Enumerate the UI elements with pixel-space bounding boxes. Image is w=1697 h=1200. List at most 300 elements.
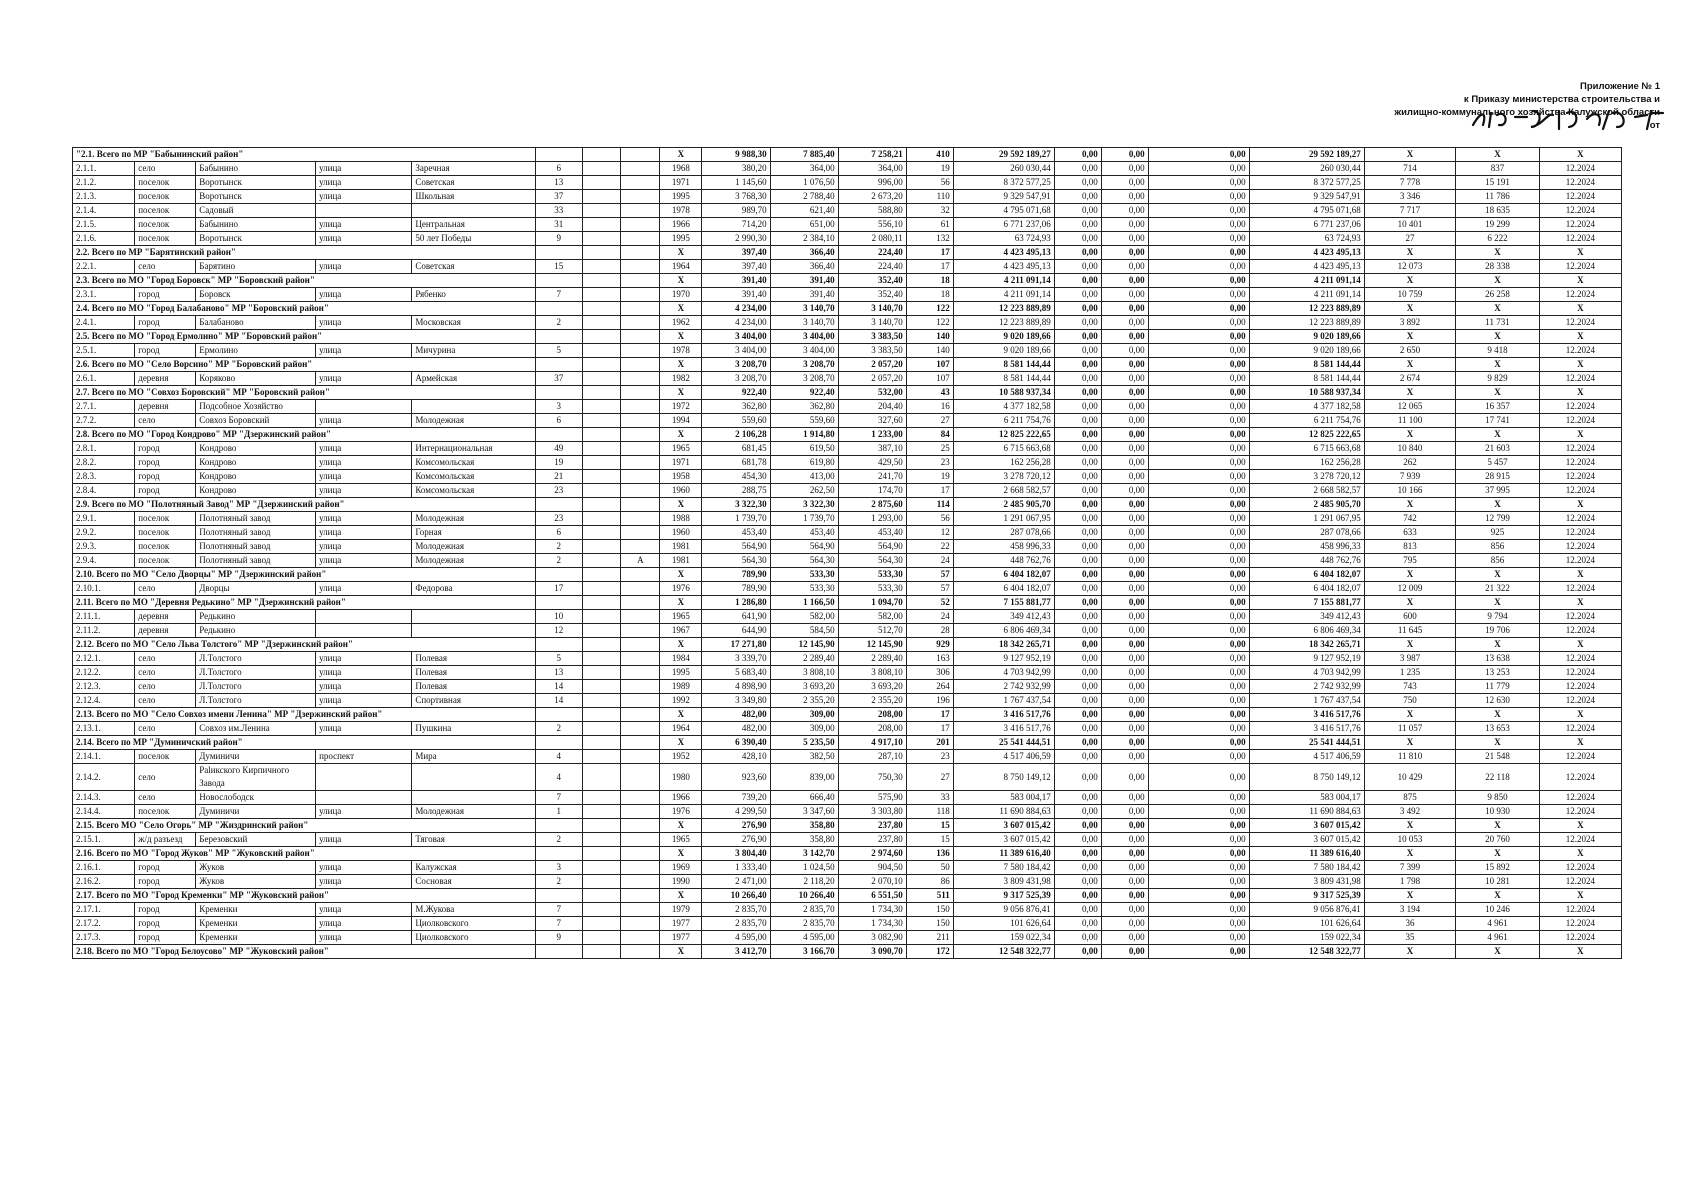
cell-year: 1980 (660, 764, 702, 791)
cell-letter (621, 764, 660, 791)
cell-settlement-type: город (135, 344, 196, 358)
cell-house-number: 12 (535, 624, 582, 638)
cell-fund-c: 0,00 (1148, 624, 1249, 638)
table-row (73, 764, 1622, 791)
table-row (73, 484, 1622, 498)
cell-residential-area: 3 808,10 (838, 666, 906, 680)
cell-street-type: улица (316, 442, 412, 456)
cell-item-number: 2.9.1. (73, 512, 135, 526)
cell-residential-area: 2 355,20 (838, 694, 906, 708)
cell-building (582, 666, 621, 680)
cell-street-name: Полевая (412, 666, 535, 680)
cell-residential-area: 2 974,60 (838, 847, 906, 861)
cell-street-type: улица (316, 903, 412, 917)
cell-year: 1984 (660, 652, 702, 666)
cell-street-type: улица (316, 582, 412, 596)
cell-total-cost: 10 588 937,34 (953, 386, 1054, 400)
cell-item-number: 2.7.1. (73, 400, 135, 414)
cell-fund-c: 0,00 (1148, 456, 1249, 470)
cell-empty (621, 302, 660, 316)
cell-cost-per-m2: 743 (1364, 680, 1456, 694)
cell-owner-funds: 6 771 237,06 (1249, 218, 1364, 232)
cell-fund-c: 0,00 (1148, 694, 1249, 708)
cell-street-type (316, 610, 412, 624)
cell-total-cost: 9 329 547,91 (953, 190, 1054, 204)
cell-cost-per-m2: X (1364, 428, 1456, 442)
cell-deadline: 12.2024 (1539, 610, 1621, 624)
cell-living-area: 3 404,00 (770, 330, 838, 344)
cell-deadline: X (1539, 274, 1621, 288)
cell-total-cost: 9 056 876,41 (953, 903, 1054, 917)
cell-street-type: улица (316, 218, 412, 232)
table-row (73, 344, 1622, 358)
cell-street-type: улица (316, 456, 412, 470)
cell-living-area: 666,40 (770, 791, 838, 805)
cell-settlement-name: Кондрово (196, 484, 316, 498)
subtotal-row (73, 498, 1622, 512)
cell-settlement-name: Дворцы (196, 582, 316, 596)
cell-item-number: 2.12.4. (73, 694, 135, 708)
cell-letter (621, 694, 660, 708)
cell-total-area: 564,30 (702, 554, 770, 568)
cell-fund-b: 0,00 (1101, 568, 1148, 582)
cell-settlement-type: село (135, 791, 196, 805)
cell-living-area: 3 166,70 (770, 945, 838, 959)
cell-cost-per-m2: 714 (1364, 162, 1456, 176)
cell-living-area: 309,00 (770, 722, 838, 736)
cell-item-number: 2.14.3. (73, 791, 135, 805)
cell-year: 1965 (660, 610, 702, 624)
cell-letter (621, 875, 660, 889)
cell-cost-per-m2: 875 (1364, 791, 1456, 805)
cell-house-number: 5 (535, 344, 582, 358)
cell-street-name (412, 764, 535, 791)
cell-street-name: Школьная (412, 190, 535, 204)
cell-residents: 107 (906, 358, 953, 372)
cell-residential-area: 532,00 (838, 386, 906, 400)
cell-residential-area: 429,50 (838, 456, 906, 470)
cell-residential-area: 2 057,20 (838, 372, 906, 386)
cell-year: X (660, 302, 702, 316)
cell-settlement-type: поселок (135, 204, 196, 218)
cell-deadline: X (1539, 148, 1621, 162)
cell-cost-per-m2: 1 798 (1364, 875, 1456, 889)
cell-item-number: 2.3.1. (73, 288, 135, 302)
cell-letter (621, 526, 660, 540)
cell-fund-b: 0,00 (1101, 540, 1148, 554)
table-row (73, 554, 1622, 568)
subtotal-row (73, 819, 1622, 833)
cell-fund-b: 0,00 (1101, 554, 1148, 568)
cell-total-cost: 11 690 884,63 (953, 805, 1054, 819)
cell-item-number: 2.15.1. (73, 833, 135, 847)
cell-fund-a: 0,00 (1054, 638, 1101, 652)
cell-fund-b: 0,00 (1101, 610, 1148, 624)
cell-total-area: 1 333,40 (702, 861, 770, 875)
cell-owner-funds: 4 423 495,13 (1249, 260, 1364, 274)
subtotal-row (73, 246, 1622, 260)
cell-fund-b: 0,00 (1101, 232, 1148, 246)
cell-fund-a: 0,00 (1054, 931, 1101, 945)
cell-residential-area: 3 383,50 (838, 344, 906, 358)
cell-max-cost-per-m2: 6 222 (1456, 232, 1539, 246)
cell-cost-per-m2: 742 (1364, 512, 1456, 526)
cell-settlement-type: село (135, 680, 196, 694)
cell-max-cost-per-m2: 19 299 (1456, 218, 1539, 232)
cell-fund-a: 0,00 (1054, 274, 1101, 288)
cell-house-number: 17 (535, 582, 582, 596)
cell-building (582, 694, 621, 708)
cell-residential-area: 1 293,00 (838, 512, 906, 526)
cell-street-type: улица (316, 162, 412, 176)
cell-year: 1978 (660, 344, 702, 358)
cell-residents: 140 (906, 344, 953, 358)
cell-item-number: 2.17.2. (73, 917, 135, 931)
cell-empty (535, 568, 582, 582)
cell-max-cost-per-m2: 12 799 (1456, 512, 1539, 526)
cell-year: 1994 (660, 414, 702, 428)
cell-owner-funds: 9 056 876,41 (1249, 903, 1364, 917)
cell-total-area: 4 299,50 (702, 805, 770, 819)
cell-cost-per-m2: 27 (1364, 232, 1456, 246)
cell-total-cost: 6 771 237,06 (953, 218, 1054, 232)
cell-item-number: 2.11.1. (73, 610, 135, 624)
cell-residential-area: 3 303,80 (838, 805, 906, 819)
cell-deadline: X (1539, 246, 1621, 260)
cell-street-name: Полевая (412, 652, 535, 666)
cell-owner-funds: 8 372 577,25 (1249, 176, 1364, 190)
cell-living-area: 413,00 (770, 470, 838, 484)
table-row (73, 931, 1622, 945)
cell-house-number: 14 (535, 680, 582, 694)
cell-item-number: 2.5.1. (73, 344, 135, 358)
cell-building (582, 861, 621, 875)
cell-fund-b: 0,00 (1101, 316, 1148, 330)
cell-cost-per-m2: 35 (1364, 931, 1456, 945)
cell-total-area: 3 208,70 (702, 358, 770, 372)
cell-total-cost: 9 020 189,66 (953, 330, 1054, 344)
cell-street-type (316, 400, 412, 414)
cell-settlement-name: Воротынск (196, 232, 316, 246)
cell-house-number: 9 (535, 232, 582, 246)
cell-deadline: 12.2024 (1539, 344, 1621, 358)
cell-owner-funds: 9 127 952,19 (1249, 652, 1364, 666)
cell-building (582, 540, 621, 554)
table-row (73, 176, 1622, 190)
cell-street-type: улица (316, 666, 412, 680)
cell-total-area: 454,30 (702, 470, 770, 484)
cell-empty (582, 246, 621, 260)
cell-item-number: 2.2.1. (73, 260, 135, 274)
cell-street-name: Советская (412, 260, 535, 274)
cell-year: 1968 (660, 162, 702, 176)
table-row (73, 190, 1622, 204)
cell-house-number: 6 (535, 414, 582, 428)
cell-year: 1960 (660, 484, 702, 498)
table-row (73, 400, 1622, 414)
cell-living-area: 582,00 (770, 610, 838, 624)
cell-settlement-type: село (135, 652, 196, 666)
cell-fund-b: 0,00 (1101, 358, 1148, 372)
cell-letter (621, 861, 660, 875)
cell-living-area: 3 208,70 (770, 372, 838, 386)
cell-empty (582, 596, 621, 610)
cell-letter (621, 232, 660, 246)
cell-building (582, 875, 621, 889)
cell-fund-a: 0,00 (1054, 484, 1101, 498)
cell-deadline: 12.2024 (1539, 540, 1621, 554)
cell-living-area: 382,50 (770, 750, 838, 764)
cell-year: 1988 (660, 512, 702, 526)
cell-empty (535, 386, 582, 400)
cell-owner-funds: 448 762,76 (1249, 554, 1364, 568)
cell-empty (621, 386, 660, 400)
cell-empty (535, 274, 582, 288)
cell-living-area: 619,80 (770, 456, 838, 470)
cell-living-area: 584,50 (770, 624, 838, 638)
cell-fund-a: 0,00 (1054, 694, 1101, 708)
cell-year: 1979 (660, 903, 702, 917)
cell-residential-area: 3 090,70 (838, 945, 906, 959)
cell-max-cost-per-m2: 9 850 (1456, 791, 1539, 805)
cell-fund-b: 0,00 (1101, 386, 1148, 400)
cell-building (582, 232, 621, 246)
cell-total-cost: 2 742 932,99 (953, 680, 1054, 694)
cell-fund-c: 0,00 (1148, 232, 1249, 246)
cell-settlement-name: Palикского Кирпичного Завода (196, 764, 316, 791)
cell-cost-per-m2: 12 009 (1364, 582, 1456, 596)
table-row (73, 610, 1622, 624)
cell-fund-c: 0,00 (1148, 652, 1249, 666)
cell-house-number: 1 (535, 805, 582, 819)
cell-fund-c: 0,00 (1148, 218, 1249, 232)
cell-fund-b: 0,00 (1101, 945, 1148, 959)
cell-residents: 211 (906, 931, 953, 945)
cell-fund-c: 0,00 (1148, 582, 1249, 596)
cell-fund-c: 0,00 (1148, 428, 1249, 442)
cell-fund-a: 0,00 (1054, 344, 1101, 358)
cell-residential-area: 224,40 (838, 260, 906, 274)
table-row (73, 526, 1622, 540)
cell-settlement-name: Воротынск (196, 190, 316, 204)
cell-deadline: 12.2024 (1539, 722, 1621, 736)
cell-deadline: 12.2024 (1539, 414, 1621, 428)
cell-year: 1958 (660, 470, 702, 484)
cell-house-number: 2 (535, 833, 582, 847)
cell-residential-area: 12 145,90 (838, 638, 906, 652)
cell-owner-funds: 6 404 182,07 (1249, 568, 1364, 582)
cell-settlement-type: поселок (135, 512, 196, 526)
cell-empty (621, 638, 660, 652)
cell-year: 1982 (660, 372, 702, 386)
cell-total-area: 989,70 (702, 204, 770, 218)
cell-residents: 16 (906, 400, 953, 414)
cell-letter (621, 414, 660, 428)
cell-letter: А (621, 554, 660, 568)
subtotal-row (73, 638, 1622, 652)
cell-settlement-name: Л.Толстого (196, 694, 316, 708)
cell-fund-c: 0,00 (1148, 358, 1249, 372)
cell-year: 1962 (660, 316, 702, 330)
cell-max-cost-per-m2: 13 638 (1456, 652, 1539, 666)
cell-settlement-type: деревня (135, 400, 196, 414)
cell-cost-per-m2: 2 650 (1364, 344, 1456, 358)
cell-street-name (412, 610, 535, 624)
cell-street-type: проспект (316, 750, 412, 764)
cell-living-area: 1 024,50 (770, 861, 838, 875)
cell-fund-c: 0,00 (1148, 330, 1249, 344)
cell-fund-c: 0,00 (1148, 148, 1249, 162)
cell-fund-b: 0,00 (1101, 722, 1148, 736)
cell-house-number: 4 (535, 764, 582, 791)
cell-street-type: улица (316, 652, 412, 666)
cell-total-area: 4 898,90 (702, 680, 770, 694)
cell-letter (621, 260, 660, 274)
cell-street-name: Горная (412, 526, 535, 540)
cell-deadline: X (1539, 889, 1621, 903)
cell-deadline: 12.2024 (1539, 833, 1621, 847)
cell-cost-per-m2: 11 057 (1364, 722, 1456, 736)
cell-letter (621, 610, 660, 624)
cell-fund-c: 0,00 (1148, 833, 1249, 847)
cell-residents: 306 (906, 666, 953, 680)
cell-residential-area: 387,10 (838, 442, 906, 456)
cell-fund-b: 0,00 (1101, 708, 1148, 722)
cell-living-area: 3 693,20 (770, 680, 838, 694)
cell-total-area: 391,40 (702, 288, 770, 302)
cell-owner-funds: 3 607 015,42 (1249, 833, 1364, 847)
cell-living-area: 3 322,30 (770, 498, 838, 512)
cell-deadline: X (1539, 708, 1621, 722)
cell-max-cost-per-m2: 10 246 (1456, 903, 1539, 917)
cell-cost-per-m2: 10 166 (1364, 484, 1456, 498)
cell-residential-area: 582,00 (838, 610, 906, 624)
cell-street-type: улица (316, 288, 412, 302)
cell-letter (621, 903, 660, 917)
cell-living-area: 2 118,20 (770, 875, 838, 889)
cell-house-number: 23 (535, 512, 582, 526)
cell-owner-funds: 349 412,43 (1249, 610, 1364, 624)
cell-house-number: 14 (535, 694, 582, 708)
cell-building (582, 512, 621, 526)
cell-residents: 114 (906, 498, 953, 512)
cell-letter (621, 512, 660, 526)
subtotal-row (73, 330, 1622, 344)
cell-fund-b: 0,00 (1101, 484, 1148, 498)
cell-fund-c: 0,00 (1148, 470, 1249, 484)
cell-settlement-type: село (135, 722, 196, 736)
table-row (73, 903, 1622, 917)
cell-total-area: 1 145,60 (702, 176, 770, 190)
cell-settlement-name: Полотняный завод (196, 554, 316, 568)
cell-settlement-name: Балабаново (196, 316, 316, 330)
subtotal-row (73, 736, 1622, 750)
cell-residents: 18 (906, 288, 953, 302)
cell-cost-per-m2: 262 (1364, 456, 1456, 470)
cell-deadline: 12.2024 (1539, 316, 1621, 330)
cell-settlement-name: Совхоз Боровский (196, 414, 316, 428)
table-row (73, 470, 1622, 484)
cell-street-name: Заречная (412, 162, 535, 176)
cell-fund-b: 0,00 (1101, 372, 1148, 386)
cell-empty (582, 148, 621, 162)
cell-year: 1989 (660, 680, 702, 694)
cell-total-cost: 159 022,34 (953, 931, 1054, 945)
cell-empty (582, 889, 621, 903)
cell-max-cost-per-m2: X (1456, 708, 1539, 722)
cell-living-area: 453,40 (770, 526, 838, 540)
subtotal-title: 2.7. Всего по МО "Совхоз Боровский" МР "Боровский район" (73, 386, 536, 400)
table-row (73, 162, 1622, 176)
cell-fund-b: 0,00 (1101, 875, 1148, 889)
cell-empty (621, 708, 660, 722)
cell-residential-area: 533,30 (838, 582, 906, 596)
cell-building (582, 764, 621, 791)
cell-fund-c: 0,00 (1148, 498, 1249, 512)
cell-letter (621, 652, 660, 666)
cell-living-area: 10 266,40 (770, 889, 838, 903)
cell-max-cost-per-m2: 4 961 (1456, 931, 1539, 945)
cell-house-number: 7 (535, 917, 582, 931)
cell-item-number: 2.8.1. (73, 442, 135, 456)
cell-settlement-name: Л.Толстого (196, 666, 316, 680)
cell-deadline: X (1539, 638, 1621, 652)
cell-letter (621, 540, 660, 554)
cell-residents: 24 (906, 610, 953, 624)
cell-residents: 17 (906, 246, 953, 260)
cell-residents: 27 (906, 414, 953, 428)
cell-building (582, 833, 621, 847)
cell-item-number: 2.1.2. (73, 176, 135, 190)
cell-empty (582, 428, 621, 442)
appendix-ministry: жилищно-коммунального хозяйства Калужской области (1394, 107, 1660, 118)
cell-owner-funds: 11 389 616,40 (1249, 847, 1364, 861)
cell-empty (535, 596, 582, 610)
cell-building (582, 931, 621, 945)
cell-fund-c: 0,00 (1148, 861, 1249, 875)
cell-building (582, 722, 621, 736)
cell-cost-per-m2: 3 194 (1364, 903, 1456, 917)
cell-settlement-type: поселок (135, 540, 196, 554)
cell-fund-b: 0,00 (1101, 260, 1148, 274)
cell-residential-area: 1 734,30 (838, 917, 906, 931)
cell-total-area: 681,45 (702, 442, 770, 456)
cell-cost-per-m2: 3 892 (1364, 316, 1456, 330)
cell-letter (621, 456, 660, 470)
subtotal-title: 2.2. Всего по МР "Барятинский район" (73, 246, 536, 260)
cell-owner-funds: 7 155 881,77 (1249, 596, 1364, 610)
cell-cost-per-m2: X (1364, 638, 1456, 652)
cell-total-cost: 4 377 182,58 (953, 400, 1054, 414)
cell-fund-b: 0,00 (1101, 470, 1148, 484)
cell-building (582, 288, 621, 302)
cell-total-area: 276,90 (702, 819, 770, 833)
cell-deadline: X (1539, 736, 1621, 750)
cell-fund-b: 0,00 (1101, 344, 1148, 358)
cell-owner-funds: 101 626,64 (1249, 917, 1364, 931)
cell-residents: 132 (906, 232, 953, 246)
cell-residential-area: 1 734,30 (838, 903, 906, 917)
cell-max-cost-per-m2: 4 961 (1456, 917, 1539, 931)
cell-owner-funds: 9 020 189,66 (1249, 330, 1364, 344)
cell-residents: 27 (906, 764, 953, 791)
cell-living-area: 3 140,70 (770, 316, 838, 330)
cell-residents: 56 (906, 176, 953, 190)
cell-total-area: 789,90 (702, 568, 770, 582)
cell-building (582, 610, 621, 624)
cell-cost-per-m2: 750 (1364, 694, 1456, 708)
cell-total-cost: 3 809 431,98 (953, 875, 1054, 889)
